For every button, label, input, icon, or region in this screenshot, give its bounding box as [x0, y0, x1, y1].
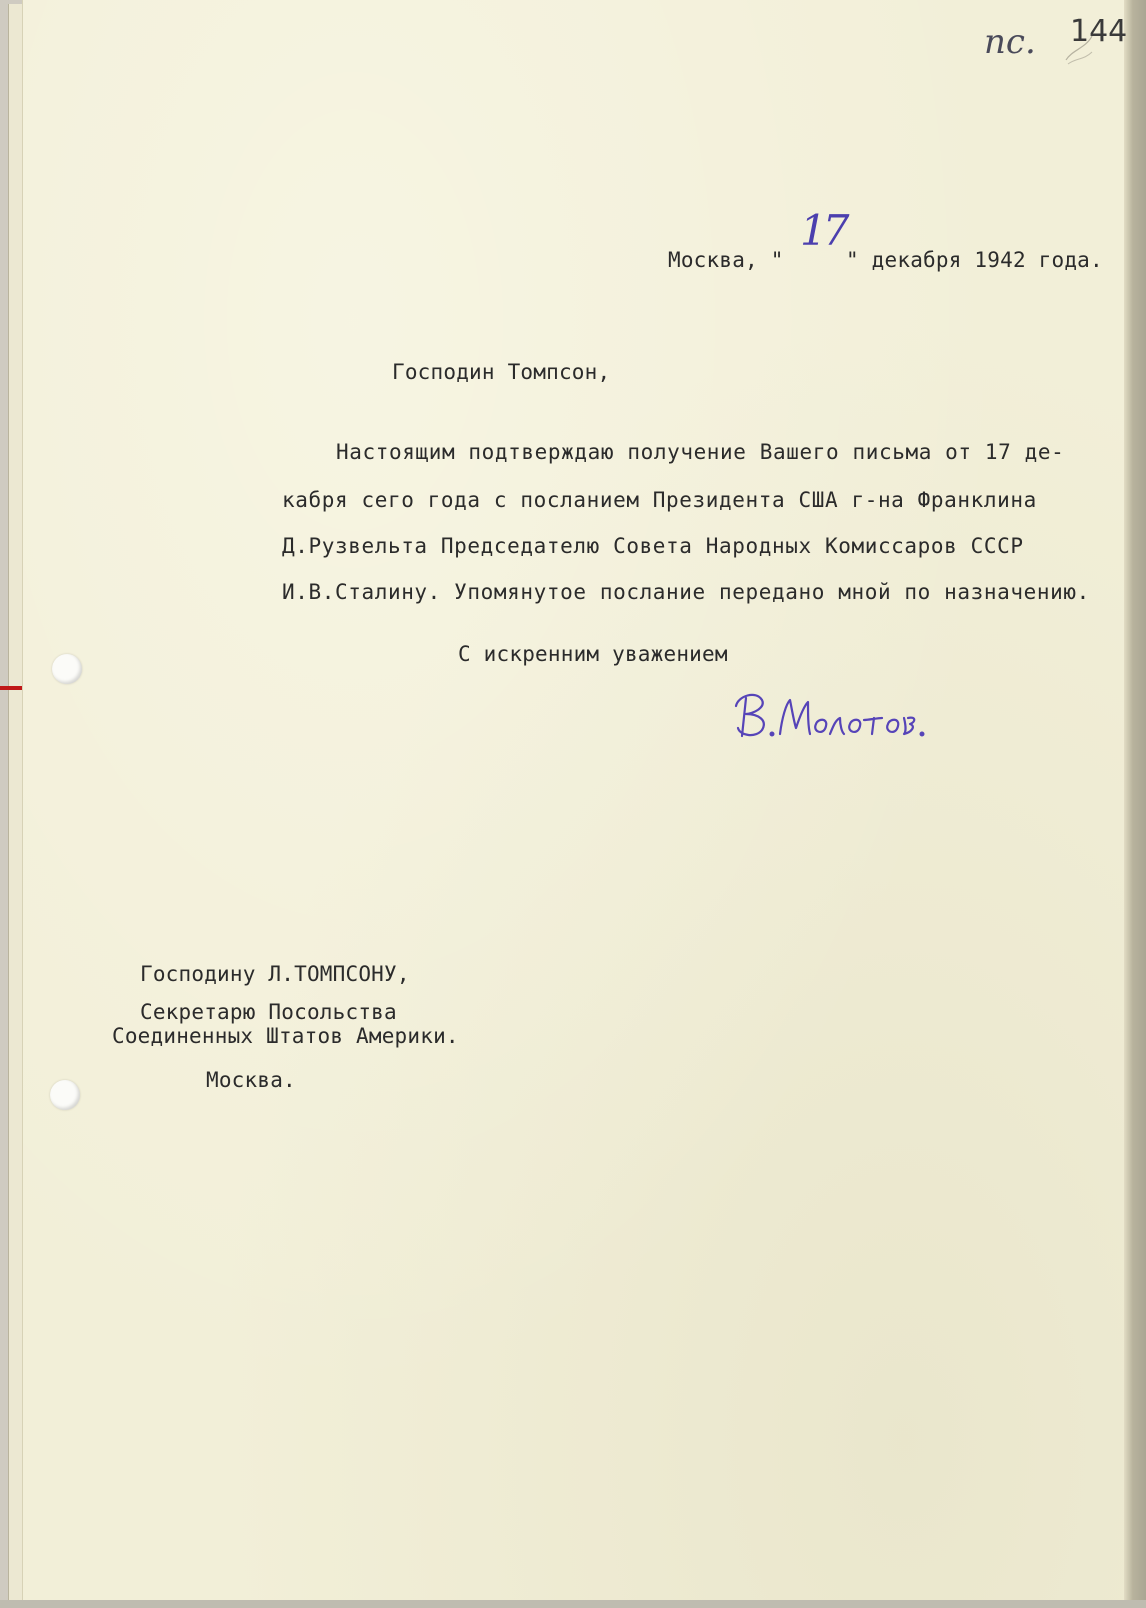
- punch-hole-bottom: [50, 1080, 80, 1110]
- scan-bottom-edge: [0, 1600, 1146, 1608]
- pencil-scribble-icon: [1062, 30, 1096, 66]
- archive-mark: пс.: [984, 22, 1036, 62]
- body-line-2: кабря сего года с посланием Президента США г-на Франклина: [282, 488, 1037, 512]
- body-line-4: И.В.Сталину. Упомянутое послание передано мной по назначению.: [282, 580, 1090, 604]
- page-edge-shadow: [1124, 0, 1146, 1608]
- red-margin-mark: [0, 686, 22, 690]
- signature-image: [728, 676, 928, 756]
- date-prefix: Москва, ": [668, 248, 784, 272]
- sheet-number: 144: [1070, 14, 1128, 49]
- addressee-line-1: Господину Л.ТОМПСОНУ,: [140, 962, 410, 986]
- letter-page: [22, 0, 1126, 1600]
- salutation: Господин Томпсон,: [392, 360, 611, 384]
- addressee-line-3: Соединенных Штатов Америки.: [112, 1024, 459, 1048]
- body-line-3: Д.Рузвельта Председателю Совета Народных Комиссаров СССР: [282, 534, 1024, 558]
- date-suffix: " декабря 1942 года.: [846, 248, 1103, 272]
- addressee-city: Москва.: [206, 1068, 296, 1092]
- body-line-1: Настоящим подтверждаю получение Вашего письма от 17 де-: [336, 440, 1065, 464]
- addressee-line-2: Секретарю Посольства: [140, 1000, 397, 1024]
- punch-hole-top: [52, 654, 82, 684]
- closing: С искренним уважением: [458, 642, 728, 666]
- date-day-handwritten: 17: [800, 206, 846, 255]
